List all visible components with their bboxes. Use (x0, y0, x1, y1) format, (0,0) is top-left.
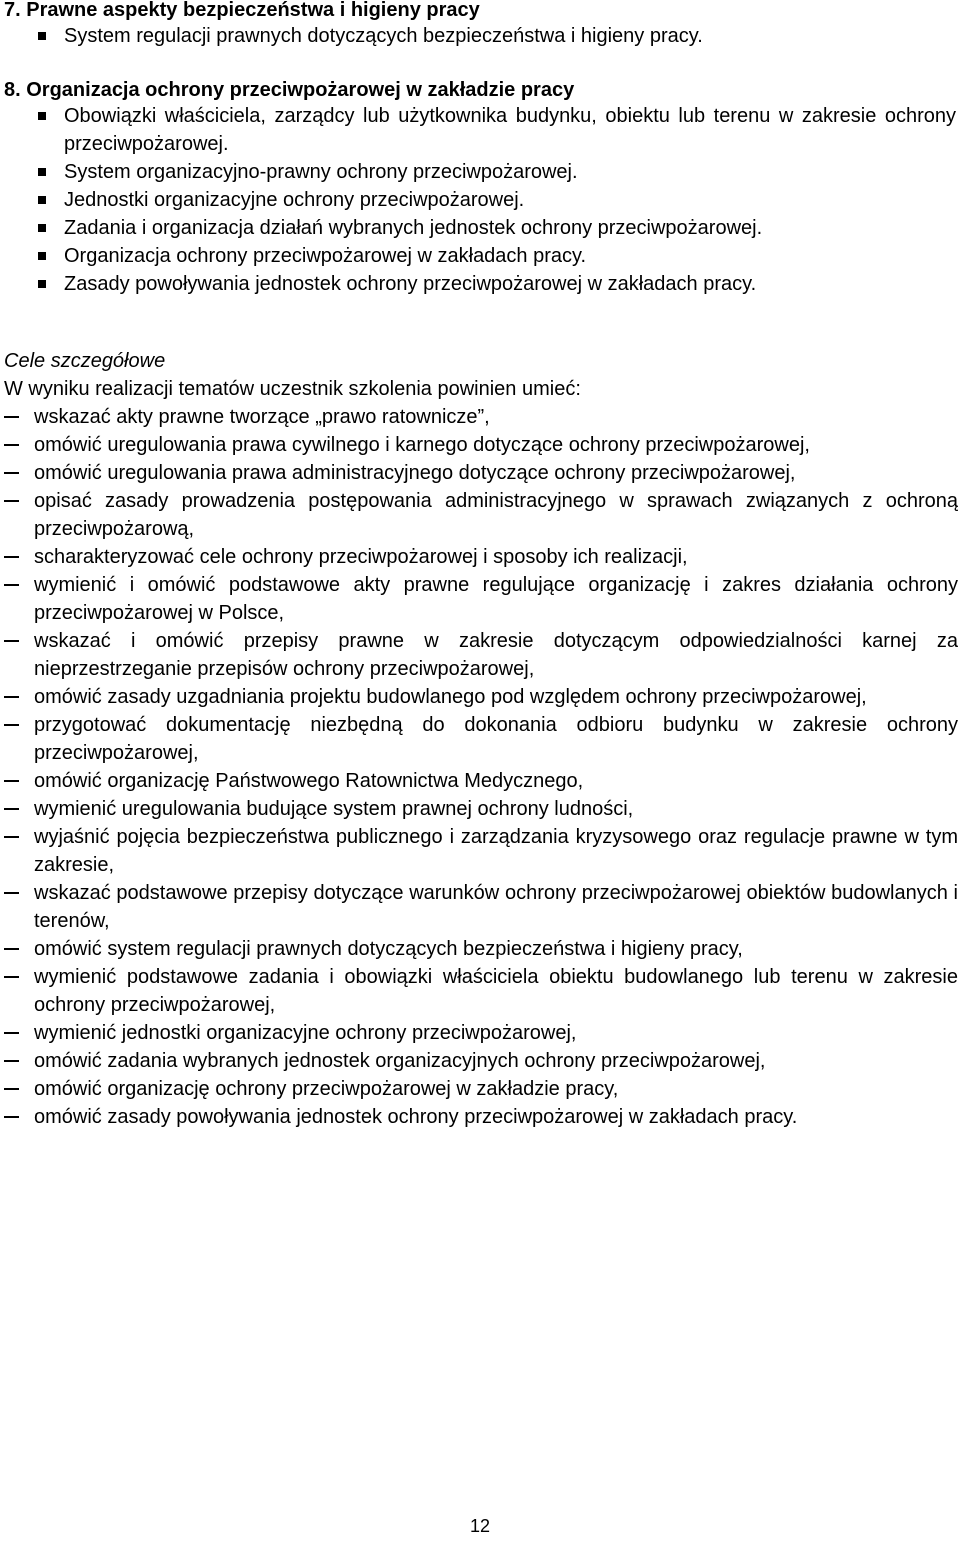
dash-bullet-icon (4, 1088, 19, 1090)
list-item (0, 214, 960, 242)
dash-bullet-icon (4, 1060, 19, 1062)
dash-bullet-icon (4, 584, 19, 586)
square-bullet-icon (38, 32, 46, 40)
list-item (0, 543, 960, 571)
dash-bullet-icon (4, 1116, 19, 1118)
square-bullet-icon (38, 252, 46, 260)
list-item-text: scharakteryzować cele ochrony przeciwpożarowej i sposoby ich realizacji, (34, 546, 688, 568)
dash-bullet-icon (4, 892, 19, 894)
list-item-text: wymienić i omówić podstawowe akty prawne regulujące organizację i zakres działania ochrony przeciwpożarowej w Polsce, (34, 574, 958, 624)
list-item-text: Zasady powoływania jednostek ochrony przeciwpożarowej w zakładach pracy. (64, 273, 757, 295)
list-item-text: omówić organizację Państwowego Ratownictwa Medycznego, (34, 770, 584, 792)
list-item (0, 242, 960, 270)
square-bullet-icon (38, 224, 46, 232)
list-item-text: omówić uregulowania prawa administracyjnego dotyczące ochrony przeciwpożarowej, (34, 462, 796, 484)
square-bullet-icon (38, 168, 46, 176)
dash-bullet-icon (4, 976, 19, 978)
list-item-text: wskazać i omówić przepisy prawne w zakresie dotyczącym odpowiedzialności karnej za nieprzestrzeganie przepisów ochrony przeciwpożarowej, (34, 630, 958, 680)
list-item (0, 963, 960, 1019)
list-item (0, 767, 960, 795)
section-7-title: 7. Prawne aspekty bezpieczeństwa i higieny pracy (4, 0, 480, 21)
square-bullet-icon (38, 112, 46, 120)
list-item-text: wyjaśnić pojęcia bezpieczeństwa publicznego i zarządzania kryzysowego oraz regulacje prawne w tym zakresie, (34, 826, 958, 876)
list-item (0, 186, 960, 214)
list-item-text: Obowiązki właściciela, zarządcy lub użytkownika budynku, obiektu lub terenu w zakresie ochrony przeciwpożarowej. (64, 105, 956, 155)
dash-bullet-icon (4, 1032, 19, 1034)
list-item-text: wymienić podstawowe zadania i obowiązki właściciela obiektu budowlanego lub terenu w zakresie ochrony przeciwpożarowej, (34, 966, 958, 1016)
dash-bullet-icon (4, 416, 19, 418)
page-number: 12 (469, 1516, 491, 1536)
goals-section (0, 347, 960, 1131)
list-item (0, 571, 960, 627)
goals-title: Cele szczegółowe (4, 350, 166, 372)
goals-intro: W wyniku realizacji tematów uczestnik szkolenia powinien umieć: (4, 378, 581, 400)
dash-bullet-icon (4, 472, 19, 474)
list-item-text: wskazać akty prawne tworzące „prawo ratownicze”, (34, 406, 490, 428)
list-item (0, 935, 960, 963)
list-item-text: opisać zasady prowadzenia postępowania administracyjnego w sprawach związanych z ochroną przeciwpożarową, (34, 490, 958, 540)
list-item (0, 627, 960, 683)
list-item (0, 711, 960, 767)
dash-bullet-icon (4, 724, 19, 726)
list-item (0, 795, 960, 823)
goals-list (0, 403, 960, 1131)
list-item (0, 270, 960, 298)
section-7 (0, 0, 960, 50)
dash-bullet-icon (4, 500, 19, 502)
section-8-list (0, 102, 960, 298)
list-item-text: omówić uregulowania prawa cywilnego i karnego dotyczące ochrony przeciwpożarowej, (34, 434, 810, 456)
dash-bullet-icon (4, 808, 19, 810)
list-item-text: Jednostki organizacyjne ochrony przeciwpożarowej. (64, 189, 525, 211)
dash-bullet-icon (4, 444, 19, 446)
list-item-text: System organizacyjno-prawny ochrony przeciwpożarowej. (64, 161, 578, 183)
list-item-text: omówić organizację ochrony przeciwpożarowej w zakładzie pracy, (34, 1078, 619, 1100)
list-item-text: omówić zadania wybranych jednostek organizacyjnych ochrony przeciwpożarowej, (34, 1050, 766, 1072)
list-item-text: Organizacja ochrony przeciwpożarowej w zakładach pracy. (64, 245, 587, 267)
list-item-text: Zadania i organizacja działań wybranych jednostek ochrony przeciwpożarowej. (64, 217, 763, 239)
list-item (0, 683, 960, 711)
dash-bullet-icon (4, 640, 19, 642)
list-item (0, 487, 960, 543)
square-bullet-icon (38, 196, 46, 204)
dash-bullet-icon (4, 948, 19, 950)
list-item (0, 102, 960, 158)
list-item (0, 158, 960, 186)
square-bullet-icon (38, 280, 46, 288)
list-item (0, 459, 960, 487)
dash-bullet-icon (4, 836, 19, 838)
list-item-text: omówić zasady uzgadniania projektu budowlanego pod względem ochrony przeciwpożarowej, (34, 686, 867, 708)
list-item-text: omówić zasady powoływania jednostek ochrony przeciwpożarowej w zakładach pracy. (34, 1106, 798, 1128)
list-item-text: wskazać podstawowe przepisy dotyczące warunków ochrony przeciwpożarowej obiektów budowlanych i terenów, (34, 882, 958, 932)
list-item (0, 879, 960, 935)
dash-bullet-icon (4, 696, 19, 698)
list-item-text: przygotować dokumentację niezbędną do dokonania odbioru budynku w zakresie ochrony przeciwpożarowej, (34, 714, 958, 764)
dash-bullet-icon (4, 780, 19, 782)
list-item (0, 1047, 960, 1075)
list-item (0, 431, 960, 459)
list-item (0, 823, 960, 879)
list-item-text: wymienić uregulowania budujące system prawnej ochrony ludności, (34, 798, 634, 820)
list-item (0, 1103, 960, 1131)
list-item-text: omówić system regulacji prawnych dotyczących bezpieczeństwa i higieny pracy, (34, 938, 743, 960)
section-8-title: 8. Organizacja ochrony przeciwpożarowej w zakładzie pracy (4, 79, 575, 101)
section-7-list (0, 22, 960, 50)
section-8 (0, 76, 960, 298)
list-item-text: wymienić jednostki organizacyjne ochrony przeciwpożarowej, (34, 1022, 577, 1044)
list-item (0, 22, 960, 50)
list-item-text: System regulacji prawnych dotyczących bezpieczeństwa i higieny pracy. (64, 25, 703, 47)
list-item (0, 1075, 960, 1103)
dash-bullet-icon (4, 556, 19, 558)
list-item (0, 1019, 960, 1047)
list-item (0, 403, 960, 431)
